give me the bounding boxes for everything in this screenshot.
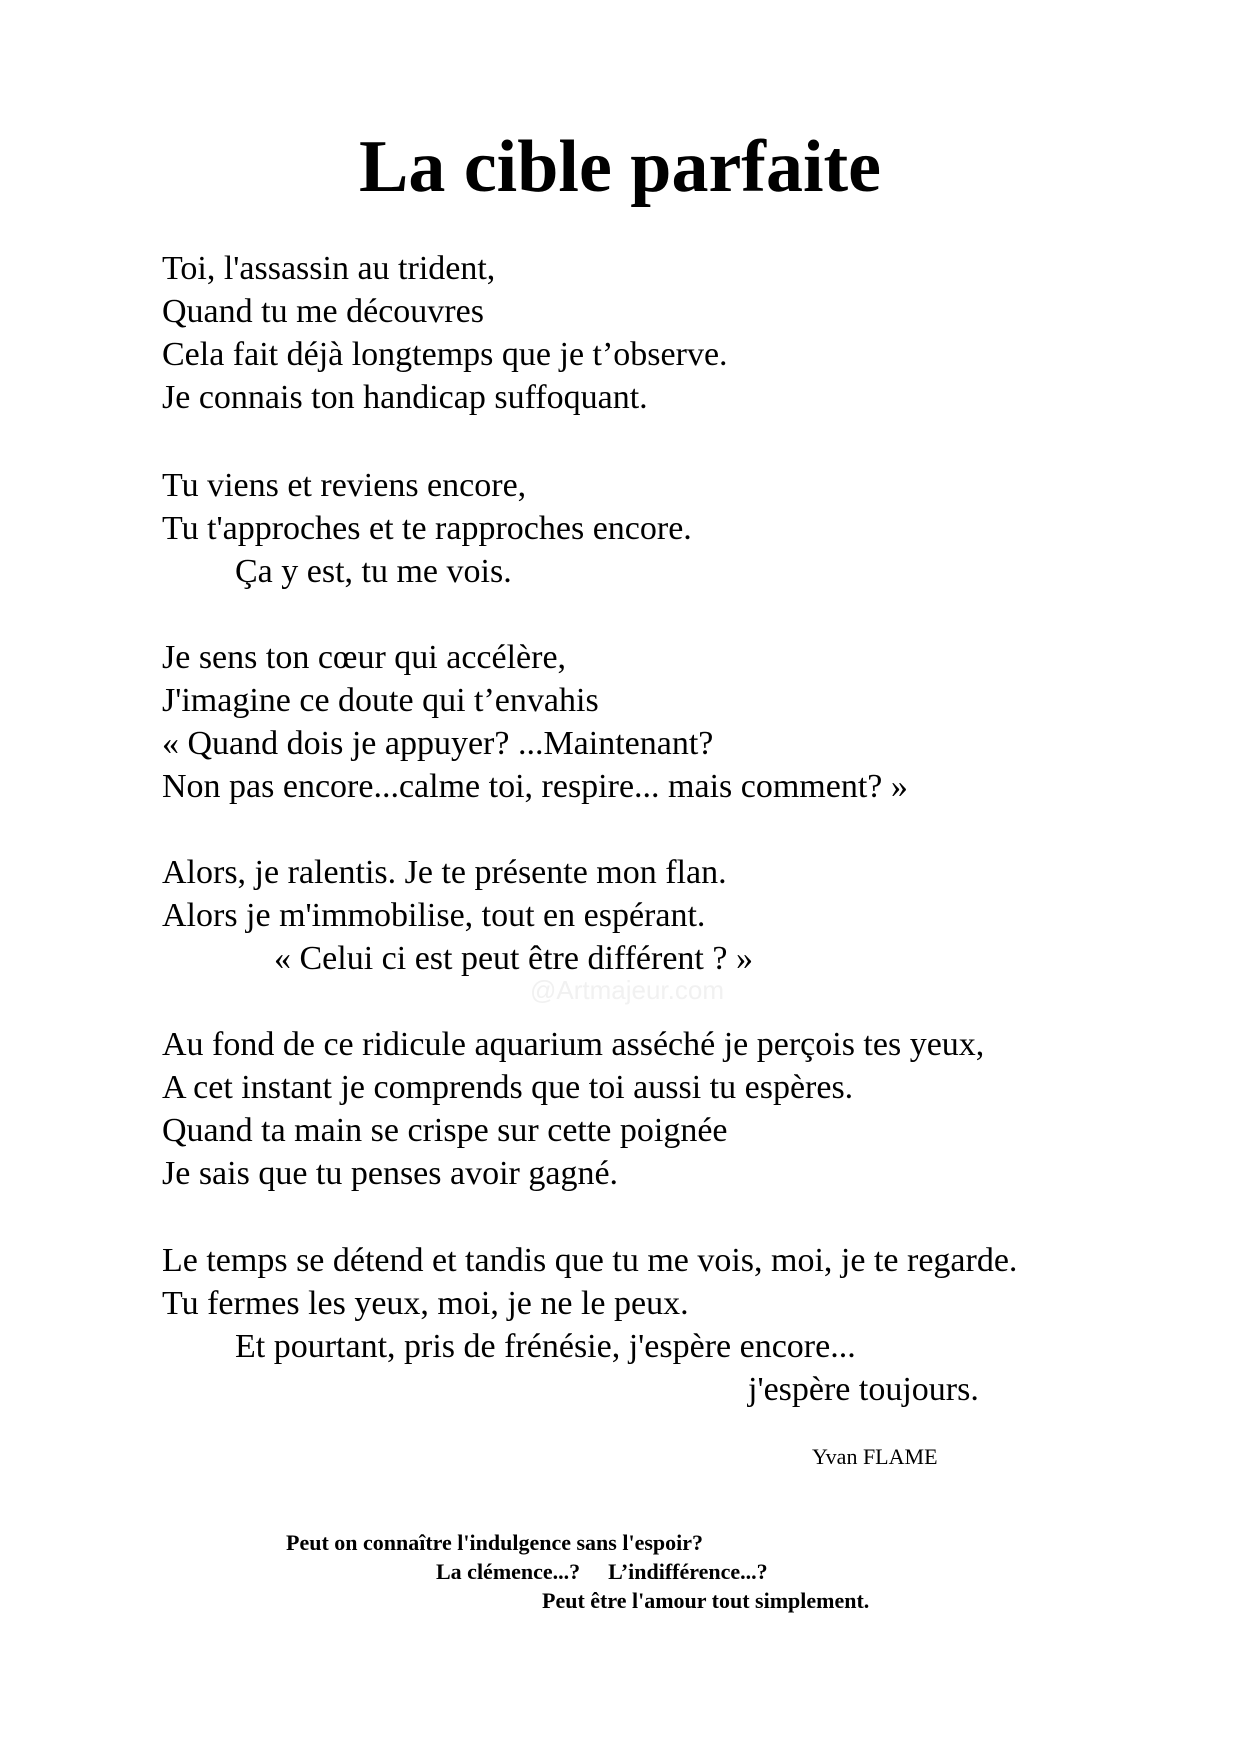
poem-line: Tu fermes les yeux, moi, je ne le peux. [162,1285,689,1322]
poem-line: Ça y est, tu me vois. [235,553,512,590]
poem-line: Non pas encore...calme toi, respire... mais comment? » [162,768,908,805]
poem-line: Cela fait déjà longtemps que je t’observe. [162,336,728,373]
poem-line: Au fond de ce ridicule aquarium asséché je perçois tes yeux, [162,1026,985,1063]
poem-line: Quand tu me découvres [162,293,484,330]
stanza-2 [162,464,692,593]
stanza-5 [162,1023,984,1195]
epigraph [286,1528,869,1615]
poem-line: Tu t'approches et te rapproches encore. [162,510,692,547]
poem-line: Alors je m'immobilise, tout en espérant. [162,897,706,934]
poem-line: j'espère toujours. [748,1371,979,1408]
epigraph-fragment: L’indifférence...? [608,1559,768,1584]
poem-line: « Celui ci est peut être différent ? » [274,940,753,977]
stanza-4 [162,851,753,980]
epigraph-fragment: La clémence...? [436,1559,581,1584]
poem-line: Le temps se détend et tandis que tu me vois, moi, je te regarde. [162,1242,1018,1279]
poem-line: Je sens ton cœur qui accélère, [162,639,567,676]
poem-line: Et pourtant, pris de frénésie, j'espère encore... [235,1328,856,1365]
epigraph-line [286,1557,869,1586]
stanza-1 [162,247,728,419]
author-signature: Yvan FLAME [812,1444,938,1469]
poem-title: La cible parfaite [358,126,881,208]
poem-line: J'imagine ce doute qui t’envahis [162,682,599,719]
poem-line: A cet instant je comprends que toi aussi tu espères. [162,1069,854,1106]
poem-line: Toi, l'assassin au trident, [162,250,496,287]
epigraph-line: Peut on connaître l'indulgence sans l'espoir? [286,1530,704,1555]
poem-line: Quand ta main se crispe sur cette poignée [162,1112,728,1149]
stanza-3 [162,636,908,808]
stanza-6 [162,1239,1017,1411]
poem-line: Alors, je ralentis. Je te présente mon flan. [162,854,727,891]
poem-line: Je sais que tu penses avoir gagné. [162,1155,619,1192]
watermark: @Artmajeur.com [530,975,724,1005]
poem-line: « Quand dois je appuyer? ...Maintenant? [162,725,714,762]
poem-line: Je connais ton handicap suffoquant. [162,379,648,416]
poem-line: Tu viens et reviens encore, [162,467,527,504]
epigraph-line: Peut être l'amour tout simplement. [542,1588,870,1613]
